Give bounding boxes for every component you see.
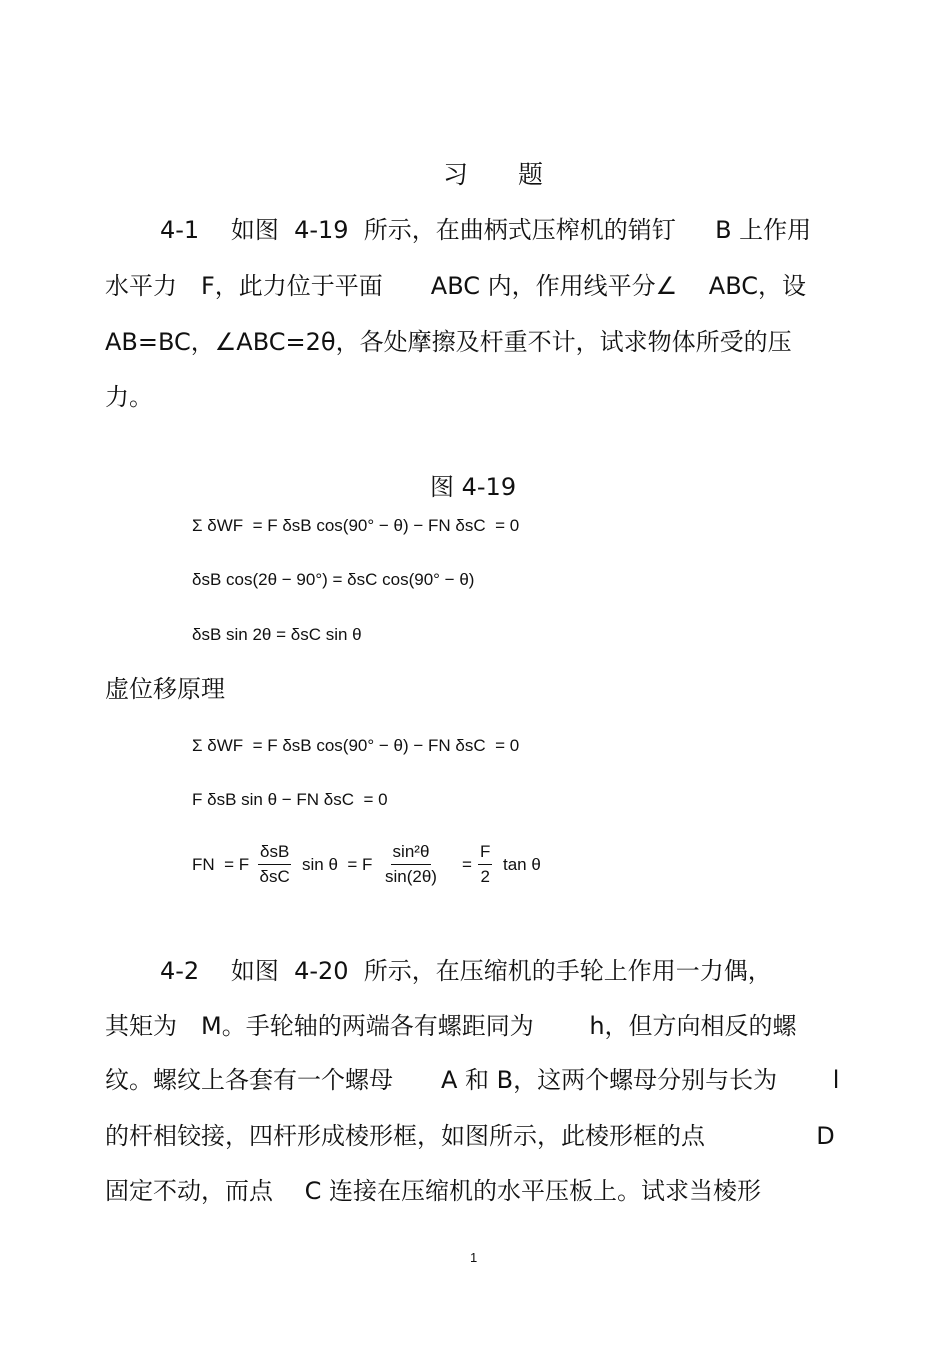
equation-b-2: F δsB sin θ − FN δsC = 0 (192, 790, 388, 809)
equation-a-2: δsB cos(2θ − 90°) = δsC cos(90° − θ) (192, 570, 475, 589)
final-eq-fraction-3 (478, 842, 492, 887)
equation-a-3: δsB sin 2θ = δsC sin θ (192, 625, 362, 644)
fraction-3-denominator: 2 (480, 867, 490, 886)
final-eq-fraction-1 (258, 842, 291, 887)
problem-4-1-line-4: 力。 (105, 383, 153, 411)
final-eq-fraction-2 (385, 842, 437, 887)
fraction-3-numerator: F (478, 842, 492, 865)
equation-b-1: Σ δWF = F δsB cos(90° − θ) − FN δsC = 0 (192, 736, 520, 755)
problem-4-2-line-2: 其矩为 M。手轮轴的两端各有螺距同为 h，但方向相反的螺 (105, 1012, 797, 1040)
figure-caption: 图 4-19 (430, 473, 517, 501)
principle-label: 虚位移原理 (105, 675, 225, 703)
problem-4-1-line-1: 4-1 如图 4-19 所示，在曲柄式压榨机的销钉 B 上作用 (160, 216, 812, 244)
final-eq-lhs: FN = F (192, 855, 250, 874)
page-number: 1 (470, 1250, 478, 1265)
problem-4-2-line-4: 的杆相铰接，四杆形成棱形框，如图所示，此棱形框的点 D (105, 1122, 835, 1150)
problem-4-1-line-2: 水平力 F，此力位于平面 ABC 内，作用线平分∠ ABC，设 (105, 272, 807, 300)
fraction-1-denominator: δsC (259, 867, 290, 886)
final-eq-equals: = (462, 855, 472, 874)
fraction-1-numerator: δsB (258, 842, 291, 865)
problem-4-2-line-1: 4-2 如图 4-20 所示，在压缩机的手轮上作用一力偶， (160, 957, 772, 985)
equation-a-1: Σ δWF = F δsB cos(90° − θ) − FN δsC = 0 (192, 516, 520, 535)
fraction-2-denominator: sin(2θ) (385, 867, 437, 886)
final-eq-tail: tan θ (503, 855, 541, 874)
problem-4-2-line-5: 固定不动，而点 C 连接在压缩机的水平压板上。试求当棱形 (105, 1177, 762, 1205)
page-title: 习 题 (443, 160, 544, 189)
final-eq-mid: sin θ = F (302, 855, 373, 874)
problem-4-2-line-3: 纹。螺纹上各套有一个螺母 A 和 B，这两个螺母分别与长为 l (105, 1066, 840, 1094)
problem-4-1-line-3: AB=BC，∠ABC=2θ，各处摩擦及杆重不计，试求物体所受的压 (105, 328, 792, 356)
fraction-2-numerator: sin²θ (391, 842, 432, 865)
